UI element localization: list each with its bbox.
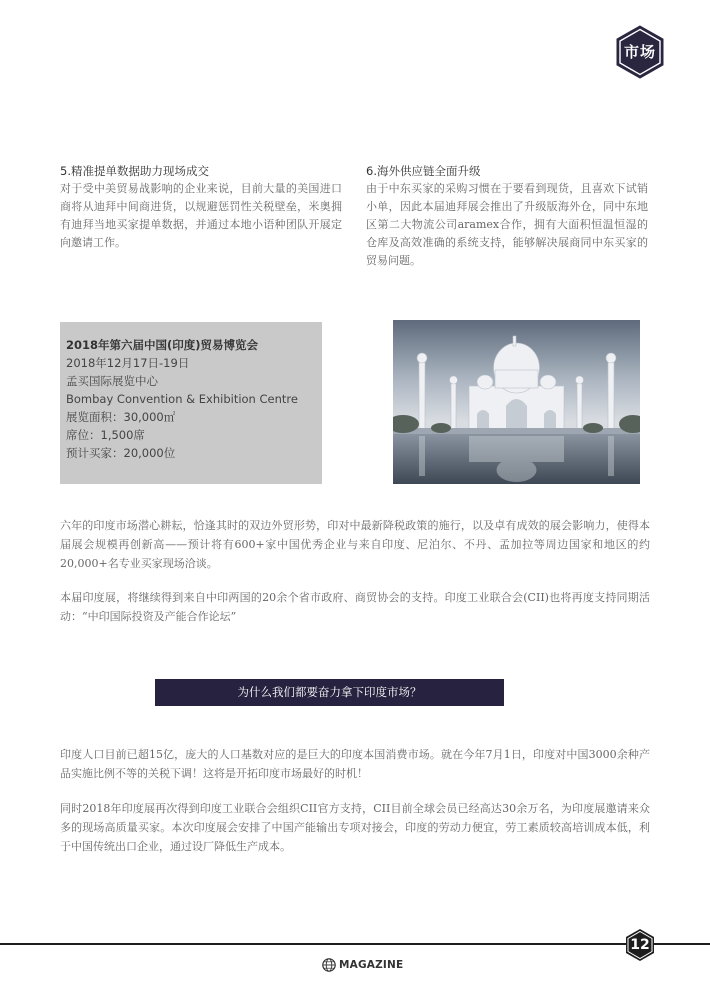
fair-title: 2018年第六届中国(印度)贸易博览会	[66, 338, 259, 352]
globe-icon	[322, 958, 336, 972]
column-left-heading: 5.精准提单数据助力现场成交	[60, 164, 209, 178]
fair-info-box	[60, 322, 322, 484]
page-number-badge	[623, 928, 657, 962]
section-badge	[612, 24, 668, 80]
fair-venue-en: Bombay Convention & Exhibition Centre	[66, 392, 298, 406]
fair-buyers: 预计买家：20,000位	[66, 446, 176, 460]
column-right-heading: 6.海外供应链全面升级	[366, 164, 481, 178]
paragraph-growth: 六年的印度市场潜心耕耘，恰逢其时的双边外贸形势，印对中最新降税政策的施行，以及卓有成效的展会影响力，使得本届展会规模再创新高——预计将有600+家中国优秀企业与来自印度、尼泊尔、不丹、孟加拉等周边国家和地区的约20,000+名专业买家现场洽谈。	[60, 519, 650, 570]
column-left	[60, 162, 342, 252]
column-right	[366, 162, 648, 270]
page-number: 12	[630, 937, 650, 953]
paragraph-population: 印度人口目前已超15亿，庞大的人口基数对应的是巨大的印度本国消费市场。就在今年7月1日，印度对中国3000余种产品实施比例不等的关税下调！这将是开拓印度市场最好的时机！	[60, 748, 650, 780]
fair-venue-cn: 孟买国际展览中心	[66, 374, 158, 388]
magazine-logo-text: MAGAZINE	[339, 959, 404, 971]
column-left-body: 对于受中美贸易战影响的企业来说，目前大量的美国进口商将从迪拜中间商进货，以规避惩罚性关税壁垒，米奥拥有迪拜当地买家提单数据，并通过本地小语种团队开展定向邀请工作。	[60, 182, 342, 249]
fair-date: 2018年12月17日-19日	[66, 356, 190, 370]
footer-rule	[0, 943, 710, 945]
paragraph-support: 本届印度展，将继续得到来自中印两国的20余个省市政府、商贸协会的支持。印度工业联合会(CII)也将再度支持同期活动：“中印国际投资及产能合作论坛”	[60, 591, 650, 623]
taj-mahal-photo	[393, 320, 640, 484]
column-right-body: 由于中东买家的采购习惯在于要看到现货，且喜欢下试销小单，因此本届迪拜展会推出了升级版海外仓，同中东地区第二大物流公司aramex合作，拥有大面积恒温恒湿的仓库及高效准确的系统支持，能够解决展商同中东买家的贸易问题。	[366, 182, 648, 267]
paragraph-cii: 同时2018年印度展再次得到印度工业联合会组织CII官方支持，CII目前全球会员已经高达30余万名，为印度展邀请来众多的现场高质量买家。本次印度展会安排了中国产能输出专项对接会，印度的劳动力便宜，劳工素质较高培训成本低，利于中国传统出口企业，通过设厂降低生产成本。	[60, 802, 650, 853]
magazine-logo	[322, 958, 403, 972]
section-badge-label: 市场	[623, 43, 656, 61]
fair-area: 展览面积：30,000㎡	[66, 410, 176, 424]
fair-booths: 席位：1,500席	[66, 428, 145, 442]
section-banner: 为什么我们都要奋力拿下印度市场？	[155, 679, 504, 706]
